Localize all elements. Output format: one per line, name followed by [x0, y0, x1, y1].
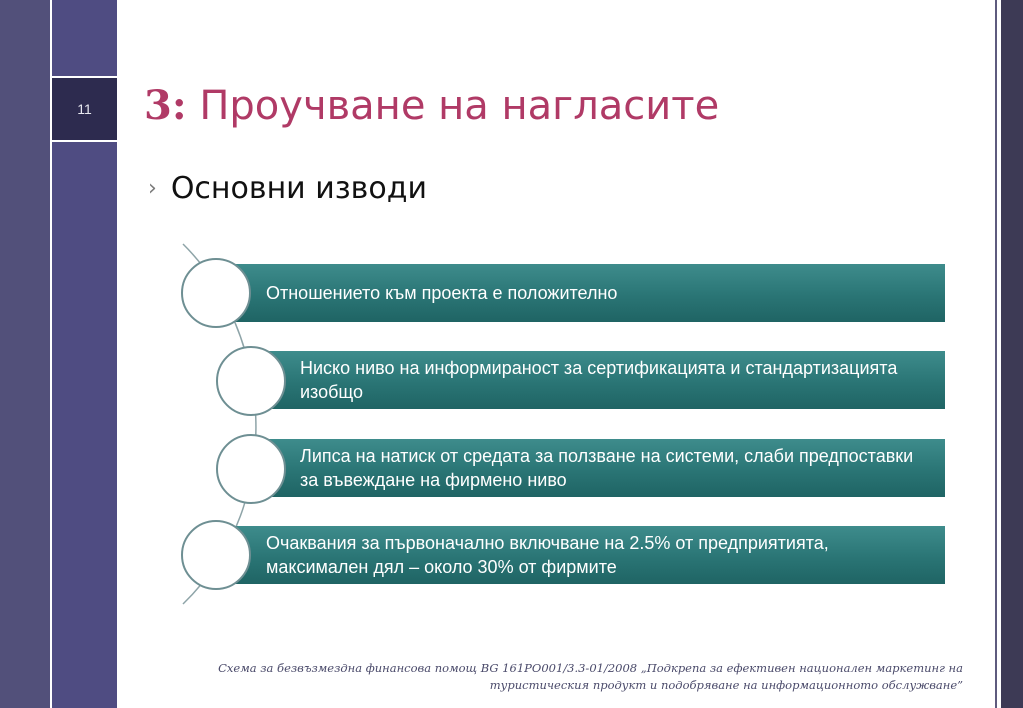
title-text: Проучване на нагласите [199, 83, 720, 129]
list-item-circle-4 [181, 520, 251, 590]
list-item-bar-1 [216, 264, 945, 322]
footer-line-2: туристическия продукт и подобряване на информационното обслужване” [489, 678, 963, 692]
list-item-text: Ниско ниво на информираност за сертификацията и стандартизацията изобщо [300, 358, 898, 402]
list-item-bar-4 [216, 526, 945, 584]
list-item-text: Отношението към проекта е положително [266, 283, 618, 303]
bullet-text: Основни изводи [170, 171, 427, 206]
list-item-text: Очаквания за първоначално включване на 2.5% от предприятията, максимален дял – около 30% от фирмите [266, 533, 829, 577]
title-prefix: 3: [144, 82, 187, 129]
list-item-bar-3 [251, 439, 945, 497]
slide-number: 11 [77, 101, 92, 117]
list-item-bar-2 [251, 351, 945, 409]
footer-line-1: Схема за безвъзмездна финансова помощ BG 161PO001/3.3-01/2008 „Подкрепа за ефективен национален маркетинг на [218, 661, 963, 675]
chevron-right-icon: › [148, 176, 157, 201]
list-item-circle-1 [181, 258, 251, 328]
list-item-circle-2 [216, 346, 286, 416]
footer-note [203, 660, 963, 694]
list-item-text: Липса на натиск от средата за ползване на системи, слаби предпоставки за въвеждане на фирмено ниво [300, 446, 914, 490]
list-item-circle-3 [216, 434, 286, 504]
